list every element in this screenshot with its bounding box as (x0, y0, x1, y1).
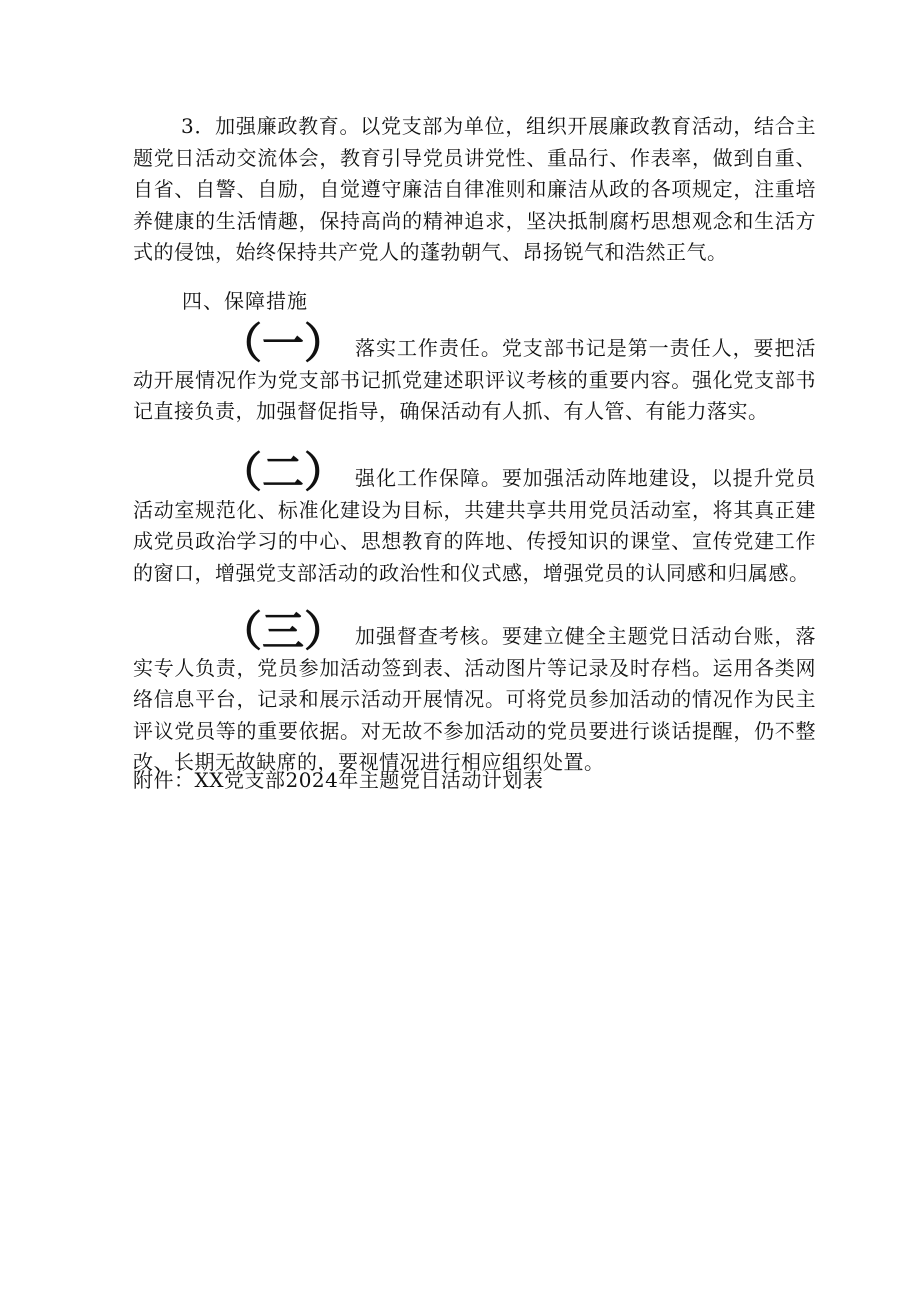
paragraph-integrity-education: 3．加强廉政教育。以党支部为单位，组织开展廉政教育活动，结合主题党日活动交流体会，教育引导党员讲党性、重品行、作表率，做到自重、自省、自警、自励，自觉遵守廉洁自律准则和廉洁从政的各项规定，注重培养健康的生活情趣，保持高尚的精神追求，坚决抵制腐朽思想观念和生活方式的侵蚀，始终保持共产党人的蓬勃朝气、昂扬锐气和浩然正气。 (133, 114, 816, 264)
measure-numeral-1: （一） (220, 319, 347, 368)
section-heading-safeguards: 四、保障措施 (182, 289, 308, 313)
measure-numeral-3: （三） (220, 607, 347, 656)
measure-text-3: 加强督查考核。要建立健全主题党日活动台账，落实专人负责，党员参加活动签到表、活动图片等记录及时存档。运用各类网络信息平台，记录和展示活动开展情况。可将党员参加活动的情况作为民主评议党员等的重要依据。对无故不参加活动的党员要进行谈话提醒，仍不整改、长期无故缺席的，要视情况进行相应组织处置。 (133, 624, 816, 774)
attachment-line: 附件：XX党支部2024年主题党日活动计划表 (133, 768, 544, 792)
measure-text-2: 强化工作保障。要加强活动阵地建设，以提升党员活动室规范化、标准化建设为目标，共建共享共用党员活动室，将其真正建成党员政治学习的中心、思想教育的阵地、传授知识的课堂、宣传党建工作的窗口，增强党支部活动的政治性和仪式感，增强党员的认同感和归属感。 (133, 466, 816, 585)
measure-numeral-2: （二） (220, 448, 347, 497)
measure-text-1: 落实工作责任。党支部书记是第一责任人，要把活动开展情况作为党支部书记抓党建述职评议考核的重要内容。强化党支部书记直接负责，加强督促指导，确保活动有人抓、有人管、有能力落实。 (133, 336, 816, 423)
